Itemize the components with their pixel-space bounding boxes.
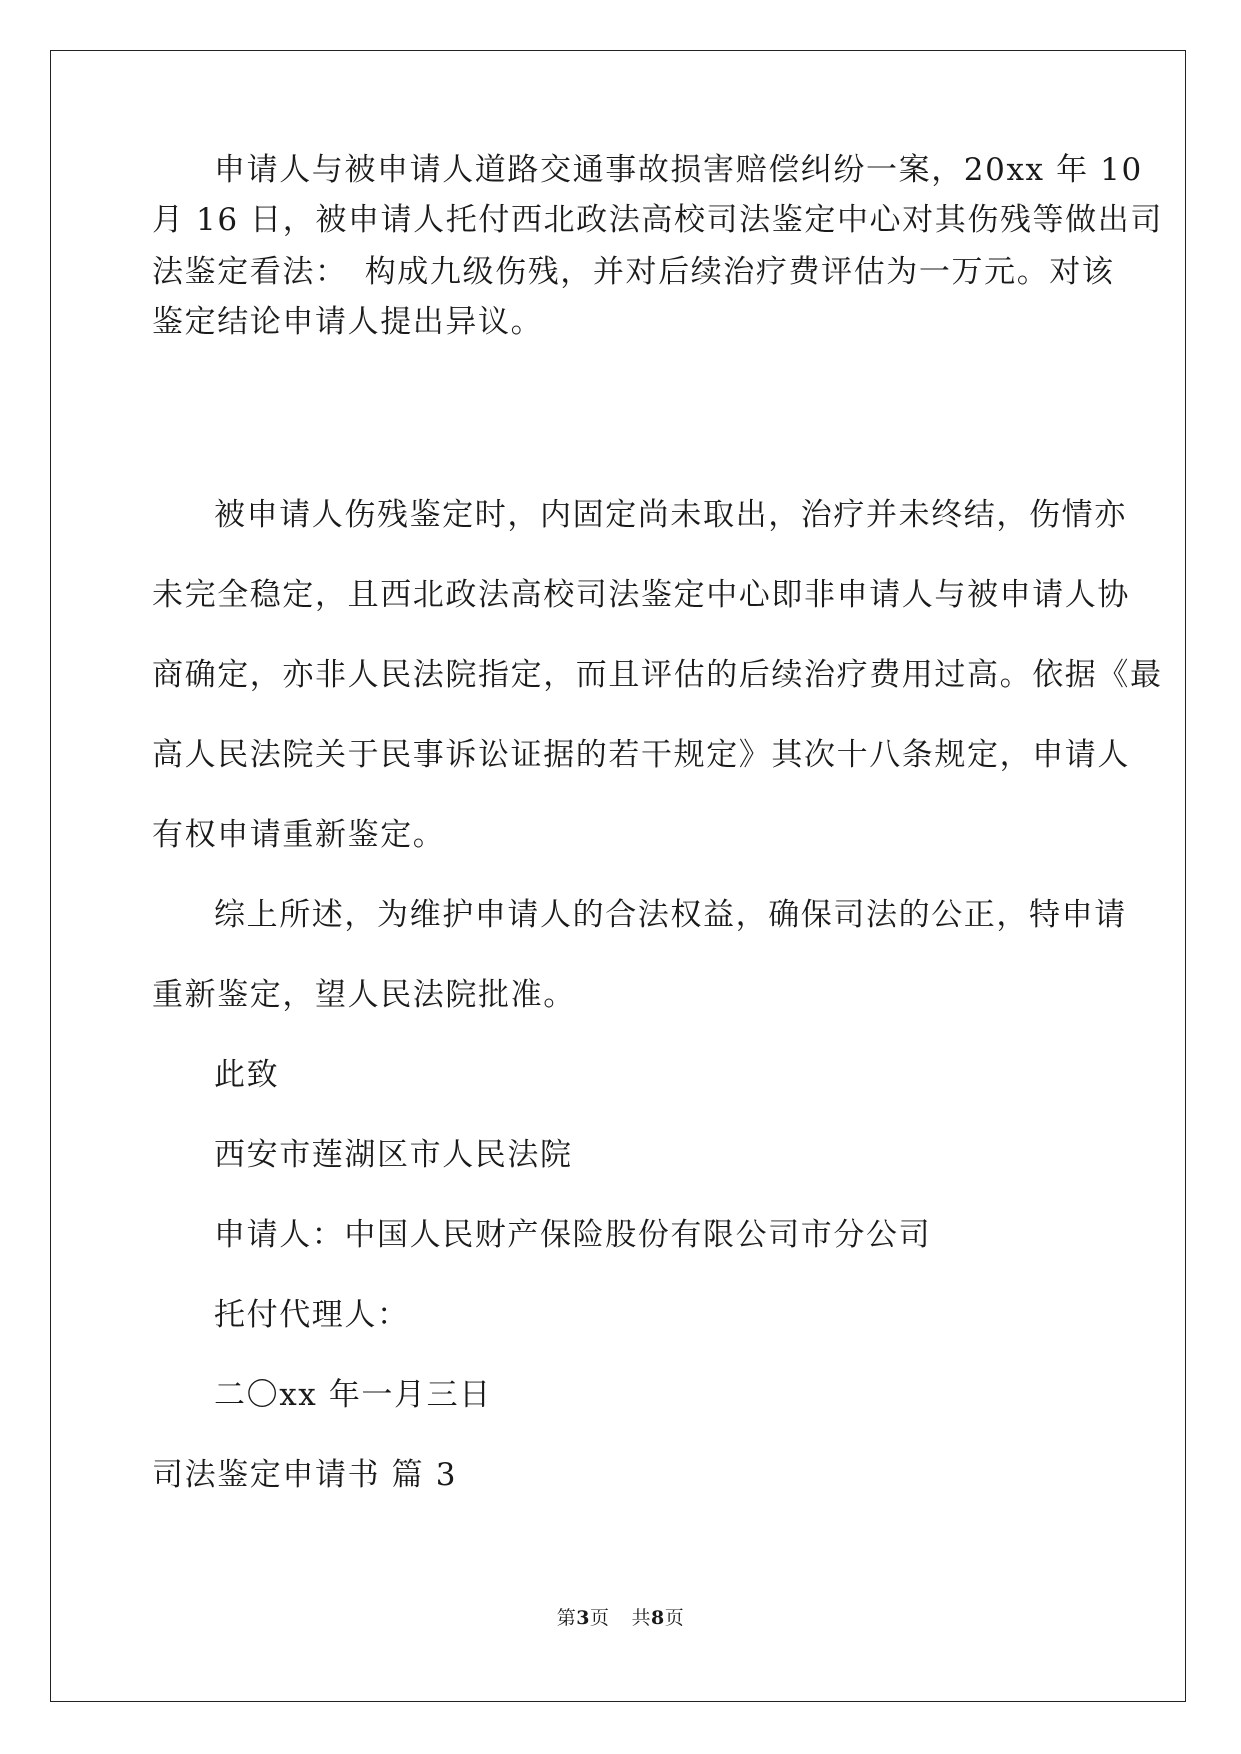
total-prefix: 共	[631, 1607, 652, 1629]
date-line: 二〇xx 年一月三日	[214, 1377, 492, 1413]
paragraph-2-line-4: 高人民法院关于民事诉讼证据的若干规定》其次十八条规定，申请人	[152, 737, 1130, 773]
page-prefix: 第	[556, 1607, 577, 1629]
paragraph-1-line-1: 申请人与被申请人道路交通事故损害赔偿纠纷一案，20xx 年 10	[214, 152, 1143, 188]
page-suffix: 页	[589, 1607, 610, 1629]
current-page-number: 3	[576, 1607, 590, 1629]
court-name: 西安市莲湖区市人民法院	[214, 1137, 573, 1173]
paragraph-2-line-2: 未完全稳定，且西北政法高校司法鉴定中心即非申请人与被申请人协	[152, 577, 1130, 613]
salutation: 此致	[214, 1057, 280, 1093]
paragraph-1-line-3: 法鉴定看法： 构成九级伤残，并对后续治疗费评估为一万元。对该	[152, 254, 1115, 290]
section-heading: 司法鉴定申请书 篇 3	[152, 1457, 458, 1493]
page-footer	[0, 1603, 1241, 1630]
paragraph-1-line-2: 月 16 日，被申请人托付西北政法高校司法鉴定中心对其伤残等做出司	[152, 202, 1163, 238]
total-suffix: 页	[664, 1607, 685, 1629]
agent-line: 托付代理人：	[214, 1297, 410, 1333]
paragraph-1-line-4: 鉴定结论申请人提出异议。	[152, 304, 544, 340]
total-page-number: 8	[651, 1607, 665, 1629]
page-border	[50, 50, 1186, 1702]
paragraph-2-line-3: 商确定，亦非人民法院指定，而且评估的后续治疗费用过高。依据《最	[152, 657, 1163, 693]
paragraph-3-line-2: 重新鉴定，望人民法院批准。	[152, 977, 576, 1013]
paragraph-3-line-1: 综上所述，为维护申请人的合法权益，确保司法的公正，特申请	[214, 897, 1127, 933]
applicant-line: 申请人：中国人民财产保险股份有限公司市分公司	[214, 1217, 932, 1253]
paragraph-2-line-5: 有权申请重新鉴定。	[152, 817, 446, 853]
paragraph-2-line-1: 被申请人伤残鉴定时，内固定尚未取出，治疗并未终结，伤情亦	[214, 497, 1127, 533]
